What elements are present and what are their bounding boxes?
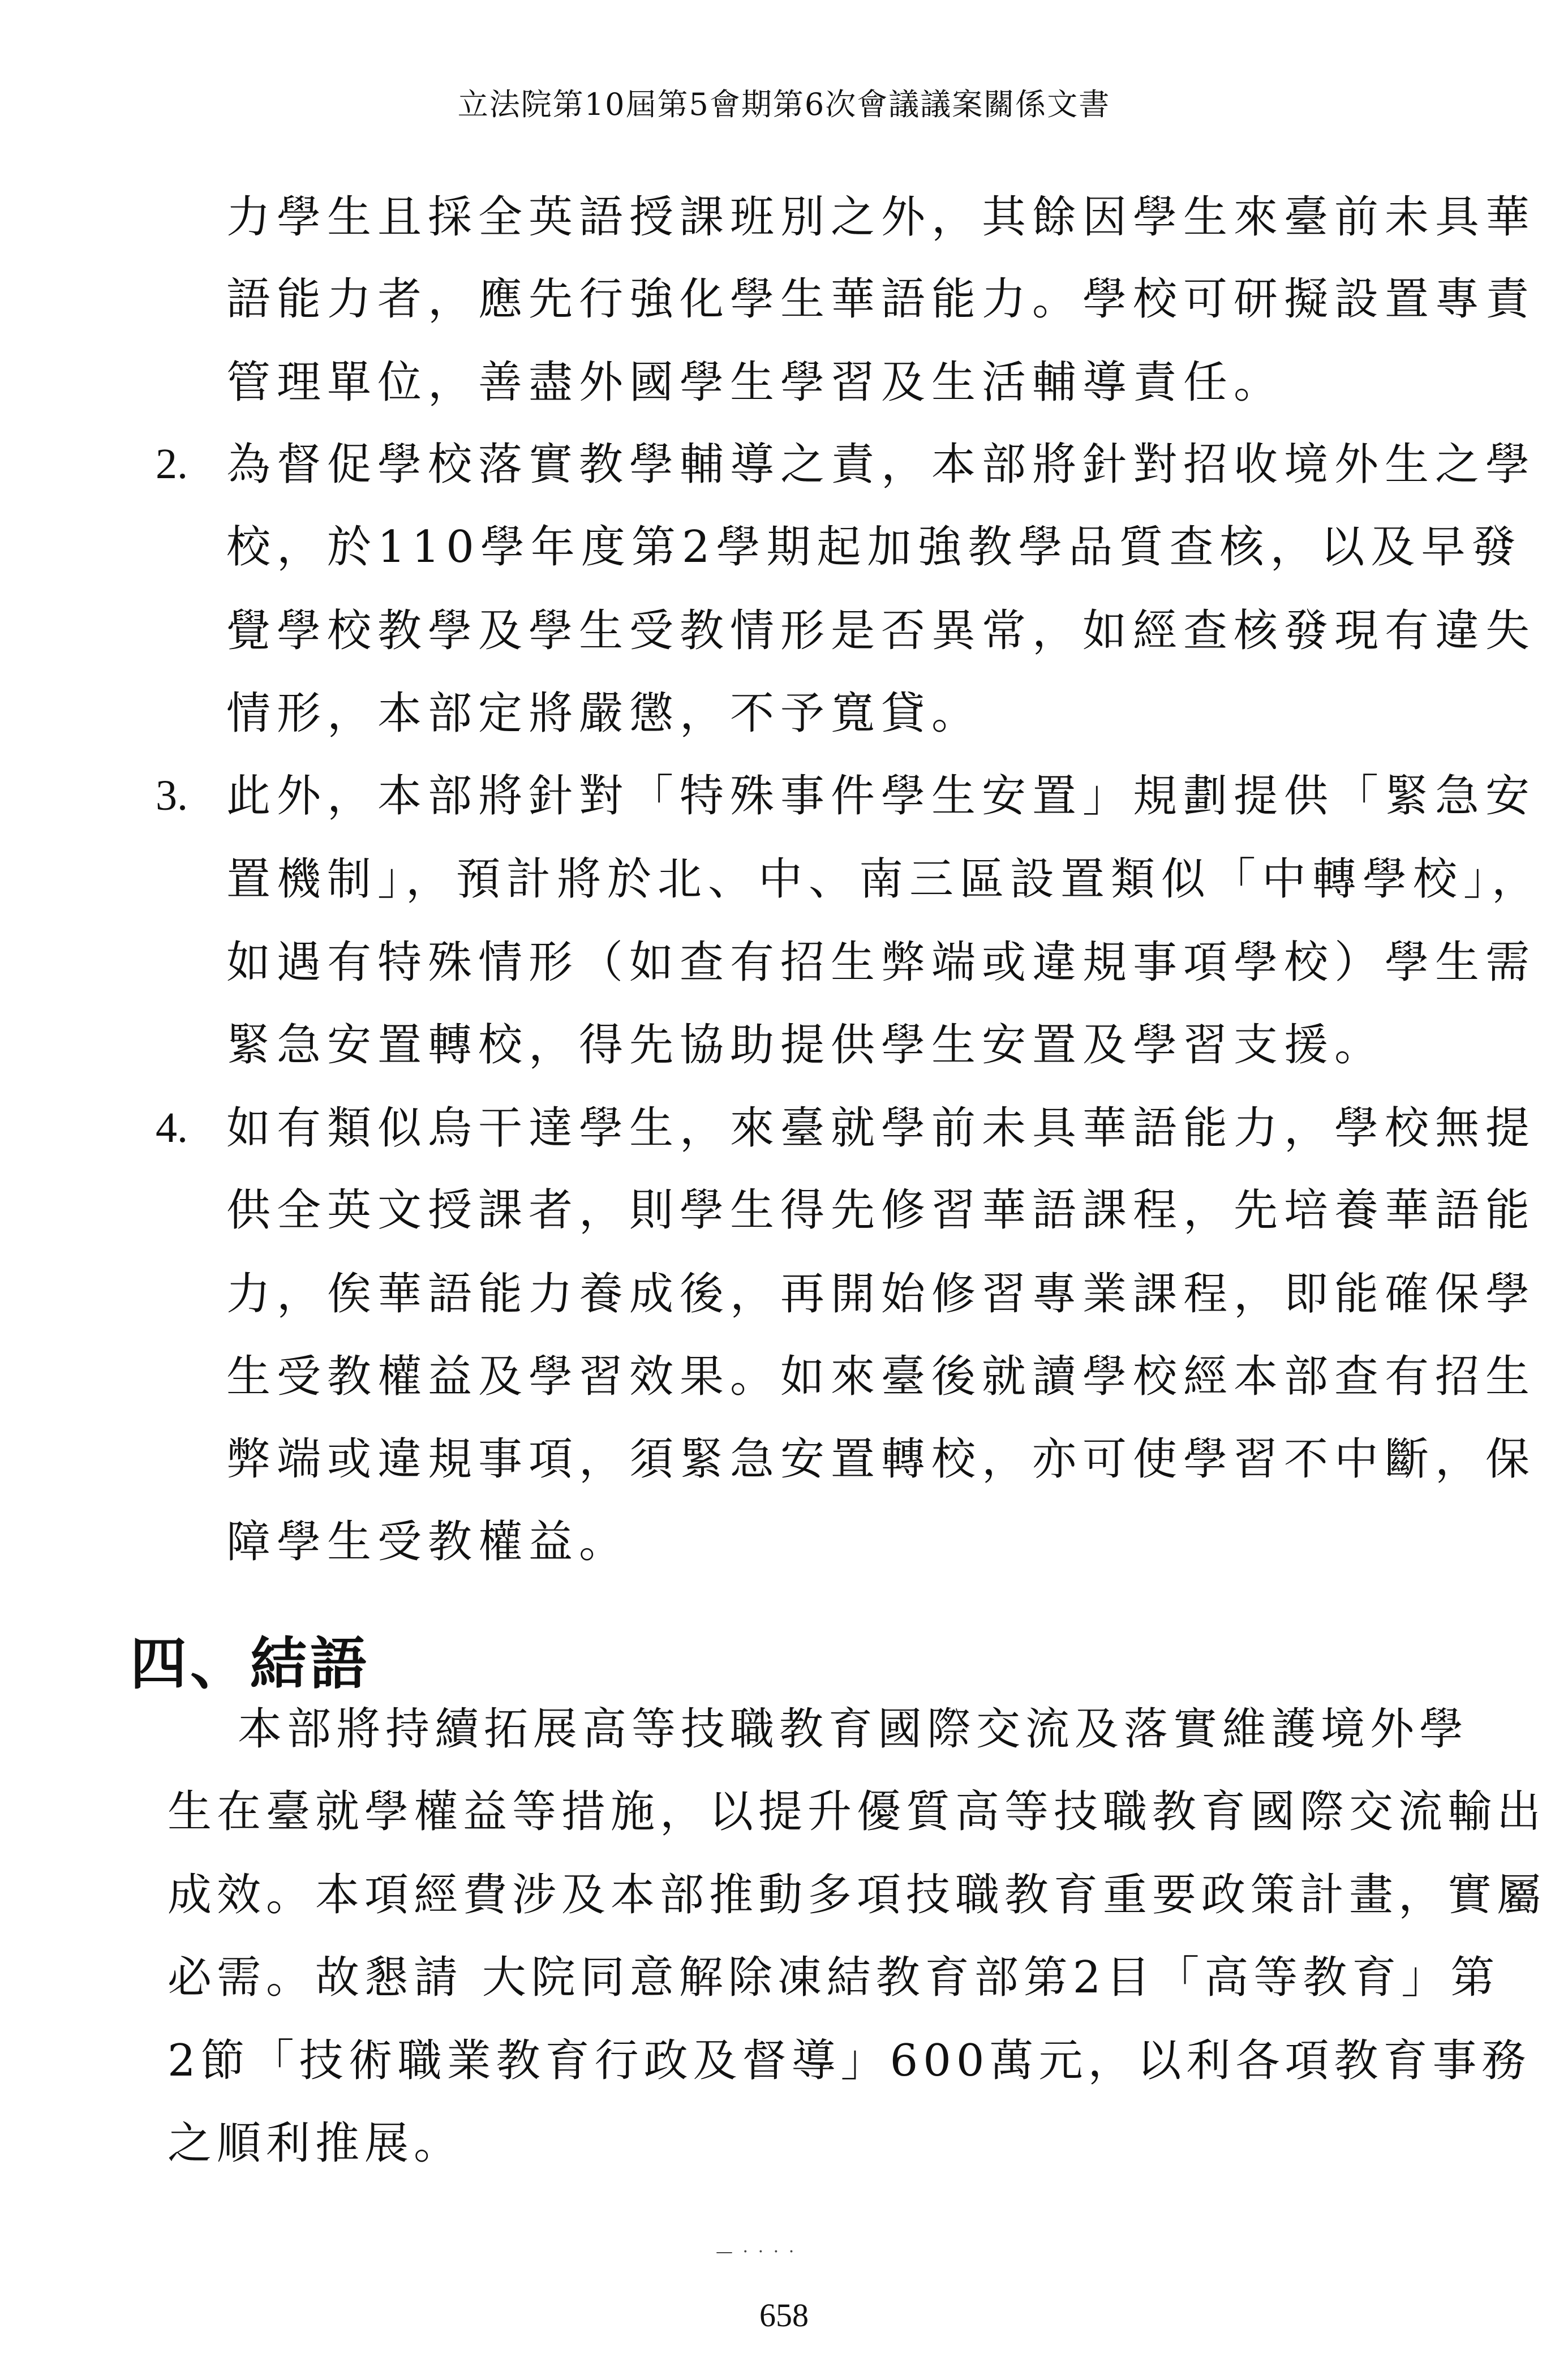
document-header: 立法院第10屆第5會期第6次會議議案關係文書: [457, 87, 1111, 122]
conclusion-line: 之順利推展。: [167, 2118, 463, 2169]
body-line: 障學生受教權益。: [226, 1517, 630, 1567]
body-line: 情形，本部定將嚴懲，不予寬貸。: [226, 688, 982, 739]
body-line: 供全英文授課者，則學生得先修習華語課程，先培養華語能: [226, 1185, 1536, 1236]
item-number: 4.: [156, 1104, 188, 1152]
conclusion-line: 必需。故懇請 大院同意解除凍結教育部第2目「高等教育」第: [167, 1952, 1500, 2003]
scan-artifact-mark: — · · · ·: [716, 2242, 797, 2262]
body-line: 弊端或違規事項，須緊急安置轉校，亦可使學習不中斷，保: [226, 1434, 1536, 1485]
section-heading: 四、結語: [130, 1631, 370, 1697]
body-line: 力，俟華語能力養成後，再開始修習專業課程，即能確保學: [226, 1269, 1536, 1320]
conclusion-line: 成效。本項經費涉及本部推動多項技職教育重要政策計畫，實屬: [167, 1870, 1546, 1921]
body-line: 置機制」，預計將於北、中、南三區設置類似「中轉學校」，: [226, 854, 1543, 905]
conclusion-line: 生在臺就學權益等措施，以提升優質高等技職教育國際交流輸出: [167, 1786, 1546, 1837]
body-line: 如有類似烏干達學生，來臺就學前未具華語能力，學校無提: [226, 1103, 1536, 1154]
body-line: 覺學校教學及學生受教情形是否異常，如經查核發現有違失: [226, 605, 1536, 656]
conclusion-line: 2節「技術職業教育行政及督導」600萬元，以利各項教育事務: [167, 2035, 1531, 2086]
body-line: 力學生且採全英語授課班別之外，其餘因學生來臺前未具華: [226, 192, 1536, 243]
body-line: 生受教權益及學習效果。如來臺後就讀學校經本部查有招生: [226, 1351, 1536, 1402]
page-number: 658: [759, 2297, 809, 2334]
body-line: 管理單位，善盡外國學生學習及生活輔導責任。: [226, 357, 1285, 408]
body-line: 為督促學校落實教學輔導之責，本部將針對招收境外生之學: [226, 439, 1536, 490]
item-number: 2.: [156, 440, 188, 488]
body-line: 語能力者，應先行強化學生華語能力。學校可研擬設置專責: [226, 274, 1536, 325]
body-line: 此外，本部將針對「特殊事件學生安置」規劃提供「緊急安: [226, 771, 1536, 822]
body-line: 緊急安置轉校，得先協助提供學生安置及學習支援。: [226, 1020, 1385, 1071]
item-number: 3.: [156, 772, 188, 819]
conclusion-line: 本部將持續拓展高等技職教育國際交流及落實維護境外學: [238, 1704, 1469, 1755]
body-line: 校，於110學年度第2學期起加強教學品質查核，以及早發: [226, 522, 1522, 573]
body-line: 如遇有特殊情形（如查有招生弊端或違規事項學校）學生需: [226, 937, 1536, 988]
